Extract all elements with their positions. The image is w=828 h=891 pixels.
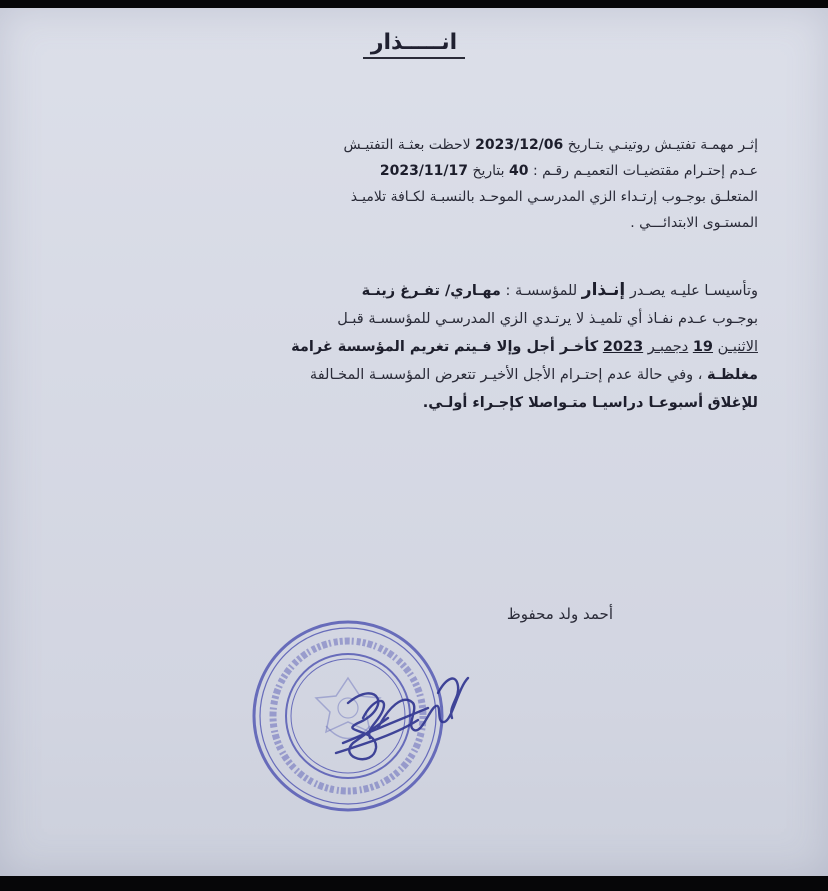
para1-line1-start: إثـر مهمـة تفتيـش روتينـي بتـاريخ	[567, 137, 758, 153]
warning-word: إنـذار	[581, 280, 626, 300]
closure-duration: أسبوعـا دراسيـا متـواصلا كإجـراء أولـي.	[422, 395, 704, 411]
deadline-weekday: الاثنيـن	[717, 339, 758, 355]
para2-line2: بوجـوب عـدم نفـاذ أي تلميـذ لا يرتـدي الزي المدرسـي للمؤسسـة قبـل	[337, 311, 758, 327]
signer-name: أحمد ولد محفوظ	[506, 605, 613, 623]
deadline-day: 19	[692, 339, 714, 355]
para2-line3	[58, 333, 758, 361]
circular-number: 40	[509, 163, 529, 179]
handwritten-signature-icon	[318, 648, 488, 778]
para2-line5	[58, 389, 758, 417]
document-title	[0, 30, 828, 59]
para1-line1-end: لاحظت بعثـة التفتيـش	[343, 137, 471, 153]
title-text: انـــــذار	[363, 30, 465, 59]
para1-line2	[58, 158, 758, 184]
deadline-phrase: كأخـر أجل وإلا فـيتم	[453, 339, 599, 355]
inspection-date: 2023/12/06	[475, 137, 564, 153]
para2-line1-mid: للمؤسسـة :	[505, 283, 578, 299]
fine-severity: مغلظـة	[707, 367, 758, 383]
document-paper	[0, 8, 828, 876]
para1-line4: المستـوى الابتدائـــي .	[630, 215, 758, 231]
paragraph-warning	[58, 276, 758, 417]
circular-date: 2023/11/17	[379, 163, 468, 179]
para1-line3: المتعلـق بوجـوب إرتـداء الزي المدرسـي الموحـد بالنسبـة لكـافة تلاميـذ	[350, 189, 758, 205]
deadline-year: 2023	[602, 339, 644, 355]
para1-line2-start: عـدم إحتـرام مقتضيـات التعميـم رقـم :	[532, 163, 758, 179]
para1-line1	[58, 132, 758, 158]
fine-phrase: تغريم المؤسسة غرامة	[291, 339, 450, 355]
institution-name: مهـاري/ تفـرغ زينـة	[361, 283, 501, 299]
deadline-month: دجمبـر	[647, 339, 689, 355]
para2-line1-start: وتأسيسـا عليـه يصـدر	[629, 283, 758, 299]
closure-word: للإغلاق	[707, 395, 758, 411]
para2-line1	[58, 276, 758, 305]
para2-line4-rest: ، وفي حالة عدم إحتـرام الأجل الأخيـر تتعرض المؤسسـة المخـالفة	[309, 367, 703, 383]
para1-line2-mid: بتاريخ	[472, 163, 505, 179]
paragraph-inspection	[58, 132, 758, 236]
para2-line4	[58, 361, 758, 389]
